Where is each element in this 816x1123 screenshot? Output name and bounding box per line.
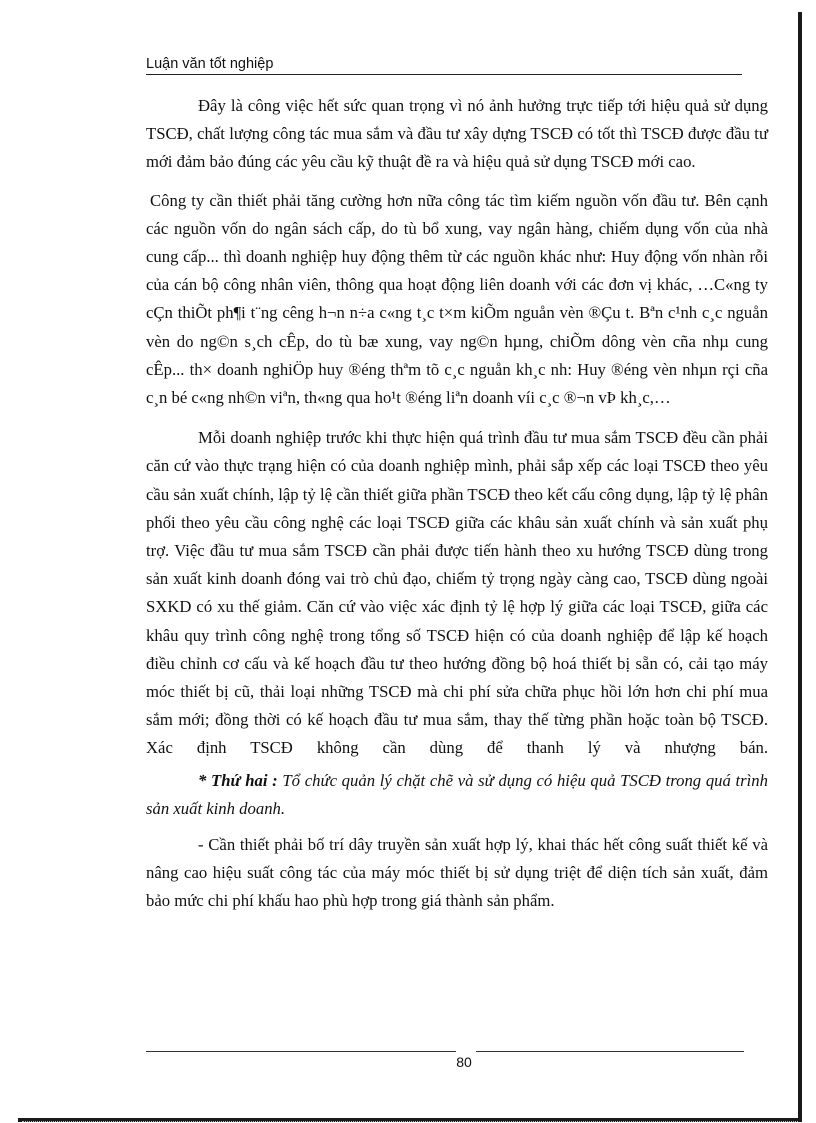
paragraph-4: [146, 767, 768, 823]
running-header: [146, 56, 742, 75]
paragraph-5: - Cần thiết phải bố trí dây truyền sản xuất hợp lý, khai thác hết công suất thiết kế và nâng cao hiệu suất công tác của máy móc thiết bị sử dụng triệt để diện tích sản xuất, đảm bảo mức chi phí khấu hao phù hợp trong giá thành sản phẩm.: [146, 835, 768, 911]
footer-rule-left: [146, 1051, 456, 1052]
page-bottom-divider: [22, 1121, 798, 1122]
header-title: Luận văn tốt nghiệp: [146, 56, 274, 72]
footer-rule-right: [476, 1051, 744, 1052]
section-heading-text: Tổ chức quản lý chặt chẽ và sử dụng có hiệu quả TSCĐ trong quá trình sản xuất kinh doanh.: [146, 770, 768, 818]
document-body: [146, 92, 768, 916]
paragraph-1: Đây là công việc hết sức quan trọng vì nó ảnh hưởng trực tiếp tới hiệu quả sử dụng TSCĐ, chất lượng công tác mua sắm và đầu tư xây dựng TSCĐ có tốt thì TSCĐ được đầu tư mới đảm bảo đúng các yêu cầu kỹ thuật đề ra và hiệu quả sử dụng TSCĐ mới cao.: [146, 96, 768, 172]
page-number: 80: [456, 1054, 472, 1070]
paragraph-3: Mỗi doanh nghiệp trước khi thực hiện quá trình đầu tư mua sắm TSCĐ đều cần phải căn cứ vào thực trạng hiện có của doanh nghiệp mình, phải sắp xếp các loại TSCĐ theo yêu cầu sản xuất chính, lập tỷ lệ cần thiết giữa phần TSCĐ theo kết cấu công dụng, lập tỷ lệ phân phối theo yêu cầu công nghệ các loại TSCĐ giữa các khâu sản xuất chính và sản xuất phụ trợ. Việc đầu tư mua sắm TSCĐ cần phải được tiến hành theo xu hướng TSCĐ dùng trong sản xuất kinh doanh đóng vai trò chủ đạo, chiếm tỷ trọng ngày càng cao, TSCĐ dùng ngoài SXKD có xu thế giảm. Căn cứ vào việc xác định tỷ lệ hợp lý giữa các loại TSCĐ, giữa các khâu quy trình công nghệ trong tổng số TSCĐ hiện có của doanh nghiệp để lập kế hoạch điều chỉnh cơ cấu và kế hoạch đầu tư theo hướng đồng bộ hoá thiết bị sẵn có, cải tạo máy móc thiết bị cũ, thải loại những TSCĐ mà chi phí sửa chữa phục hồi lớn hơn chi phí mua sắm mới; đồng thời có kế hoạch đầu tư mua sắm, thay thế từng phần hoặc toàn bộ TSCĐ. Xác định TSCĐ không cần dùng để thanh lý và nhượng bán.: [146, 428, 768, 758]
paragraph-2: Công ty cần thiết phải tăng cường hơn nữa công tác tìm kiếm nguồn vốn đầu tư. Bên cạnh các nguồn vốn do ngân sách cấp, do tù bổ xung, vay ngân hàng, chiếm dụng vốn của nhà cung cấp... thì doanh nghiệp huy động thêm từ các nguồn khác như: Huy động vốn nhàn rỗi của cán bộ công nhân viên, thông qua hoạt động liên doanh với các đơn vị khác, …C«ng ty cÇn thiÕt ph¶i t¨ng cêng h¬n n÷a c«ng t¸c t×m kiÕm nguån vèn ®Çu t. Bªn c¹nh c¸c nguån vèn do ng©n s¸ch cÊp, do tù bæ xung, vay ng©n hµng, chiÕm dông vèn cña nhµ cung cÊp... th× doanh nghiÖp huy ®éng thªm tõ c¸c nguån kh¸c nh: Huy ®éng vèn nhµn rçi cña c¸n bé c«ng nh©n viªn, th«ng qua ho¹t ®éng liªn doanh víi c¸c ®¬n vÞ kh¸c,…: [146, 190, 768, 408]
section-lead: * Thứ hai :: [198, 770, 278, 790]
